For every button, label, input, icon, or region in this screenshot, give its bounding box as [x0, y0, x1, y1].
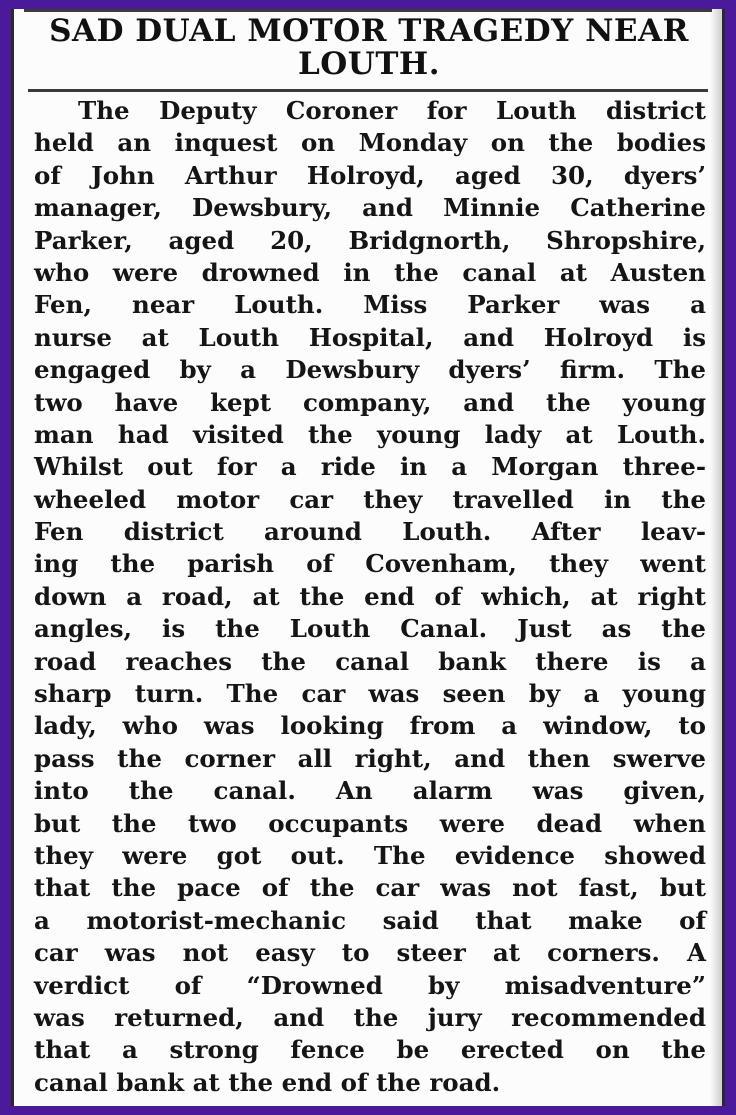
article-line: man had visited the young lady at Louth. — [34, 419, 706, 449]
article-line: was returned, and the jury recommended — [34, 1002, 706, 1032]
article-line: Fen, near Louth. Miss Parker was a — [34, 290, 706, 320]
article-line: road reaches the canal bank there is a — [34, 646, 706, 676]
newspaper-clipping — [11, 9, 725, 1106]
article-line: of John Arthur Holroyd, aged 30, dyers’ — [34, 160, 706, 190]
headline — [30, 15, 708, 81]
article-line: pass the corner all right, and then swerve — [34, 743, 706, 773]
article-line: The Deputy Coroner for Louth district — [78, 96, 706, 125]
article-line: Parker, aged 20, Bridgnorth, Shropshire, — [34, 225, 706, 255]
article-line: held an inquest on Monday on the bodies — [34, 128, 706, 158]
article-line: Fen district around Louth. After leav- — [34, 517, 706, 547]
article-line: ing the parish of Covenham, they went — [34, 549, 706, 579]
article-line: two have kept company, and the young — [34, 387, 706, 417]
article-line: sharp turn. The car was seen by a young — [34, 679, 706, 709]
article-line: down a road, at the end of which, at right — [34, 581, 706, 611]
article-line: they were got out. The evidence showed — [34, 840, 706, 870]
article-line: Whilst out for a ride in a Morgan three- — [34, 452, 706, 482]
article-body — [34, 95, 706, 1099]
article-line: car was not easy to steer at corners. A — [34, 938, 706, 968]
article-line: lady, who was looking from a window, to — [34, 711, 706, 741]
article-line: canal bank at the end of the road. — [34, 1067, 501, 1097]
page-edge-shadow — [710, 9, 722, 1106]
article-line: that the pace of the car was not fast, but — [34, 873, 706, 903]
headline-line: SAD DUAL MOTOR TRAGEDY NEAR — [49, 13, 689, 49]
headline-rule — [28, 89, 708, 92]
article-line: who were drowned in the canal at Austen — [34, 257, 706, 287]
article-line: angles, is the Louth Canal. Just as the — [34, 614, 706, 644]
article-line: that a strong fence be erected on the — [34, 1035, 706, 1065]
article-line: nurse at Louth Hospital, and Holroyd is — [34, 322, 706, 352]
top-rule — [24, 9, 712, 12]
article-line: a motorist-mechanic said that make of — [34, 905, 706, 935]
article-line: verdict of “Drowned by misadventure” — [34, 970, 706, 1000]
article-line: into the canal. An alarm was given, — [34, 776, 706, 806]
headline-line: LOUTH. — [298, 46, 440, 82]
article-line: manager, Dewsbury, and Minnie Catherine — [34, 193, 706, 223]
article-line: wheeled motor car they travelled in the — [34, 484, 706, 514]
article-line: engaged by a Dewsbury dyers’ firm. The — [34, 355, 706, 385]
article-line: but the two occupants were dead when — [34, 808, 706, 838]
